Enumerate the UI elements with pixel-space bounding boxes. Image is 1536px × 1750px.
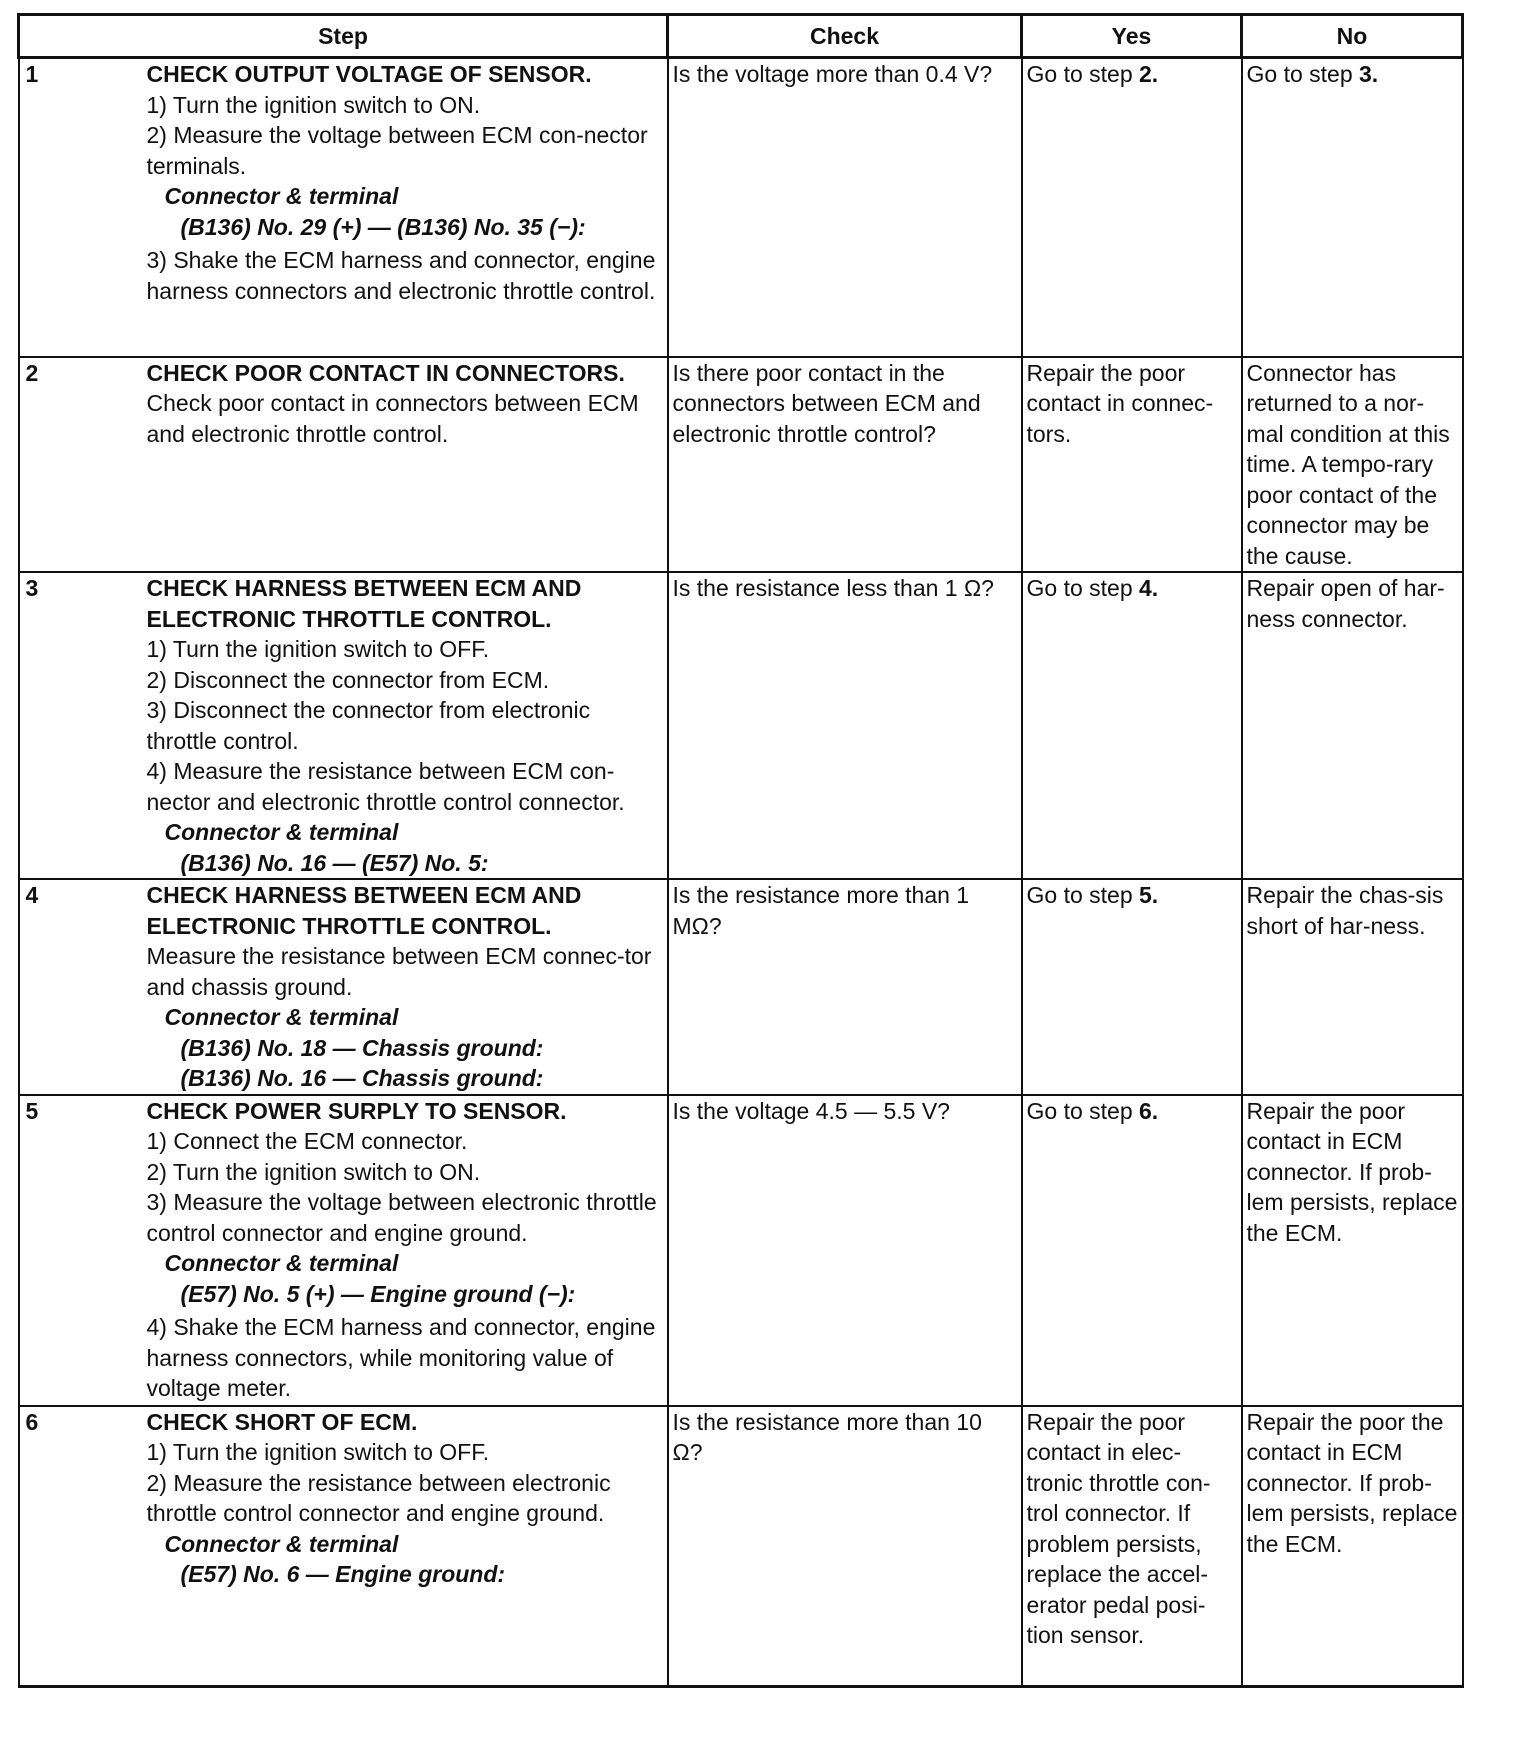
- check-cell: Is the resistance less than 1 Ω?: [668, 572, 1022, 879]
- instruction-line: 2) Measure the voltage between ECM con-nector terminals.: [146, 122, 648, 179]
- no-text: Connector has returned to a nor-mal condition at this time. A tempo-rary poor contact of the connector may be the cause.: [1246, 359, 1450, 569]
- step-title: CHECK OUTPUT VOLTAGE OF SENSOR.: [146, 61, 592, 87]
- instruction-line: 3) Measure the voltage between electronic throttle control connector and engine ground.: [146, 1189, 657, 1246]
- diagnostic-page: [17, 13, 1464, 1688]
- step-cell: [19, 1406, 668, 1687]
- no-text: Repair open of har-ness connector.: [1246, 575, 1445, 632]
- connector-terminal-spec: (B136) No. 16 — (E57) No. 5:: [180, 849, 489, 876]
- connector-terminal-heading: Connector & terminal: [164, 1530, 399, 1557]
- step-instructions: [147, 358, 663, 450]
- yes-text: Repair the poor contact in connec-tors.: [1026, 359, 1214, 447]
- no-cell: [1242, 1406, 1463, 1687]
- check-cell: Is the voltage 4.5 — 5.5 V?: [668, 1095, 1022, 1406]
- no-cell: [1242, 357, 1463, 573]
- instruction-line: 1) Turn the ignition switch to OFF.: [146, 1439, 490, 1465]
- step-cell: [19, 357, 668, 573]
- step-number: 4: [25, 882, 39, 908]
- yes-cell: [1022, 58, 1242, 357]
- connector-terminal-spec: (E57) No. 6 — Engine ground:: [180, 1561, 506, 1587]
- step-cell: [19, 58, 668, 357]
- step-title: CHECK POWER SURPLY TO SENSOR.: [146, 1097, 567, 1124]
- instruction-line: 3) Shake the ECM harness and connector, engine harness connectors and electronic throttle control.: [146, 247, 656, 304]
- connector-terminal-heading: Connector & terminal: [164, 1004, 399, 1030]
- yes-text: Go to step: [1026, 575, 1140, 601]
- check-cell: Is the resistance more than 1 MΩ?: [668, 879, 1022, 1095]
- table-row: [19, 572, 1463, 879]
- yes-cell: [1022, 879, 1242, 1095]
- instruction-line: Measure the resistance between ECM connec-tor and chassis ground.: [146, 943, 652, 1000]
- yes-step-ref: 6.: [1139, 1097, 1159, 1124]
- yes-step-ref: 5.: [1139, 882, 1159, 908]
- diagnostic-table-body: [19, 58, 1463, 1687]
- header-step: Step: [19, 15, 668, 58]
- no-text: Go to step: [1246, 61, 1360, 87]
- instruction-line: 2) Disconnect the connector from ECM.: [146, 666, 550, 693]
- yes-cell: [1022, 1095, 1242, 1406]
- yes-text: Go to step: [1026, 1097, 1140, 1124]
- connector-terminal-heading: Connector & terminal: [164, 1250, 399, 1276]
- step-cell: [19, 572, 668, 879]
- step-number: 5: [25, 1097, 39, 1124]
- yes-text: Go to step: [1026, 61, 1140, 87]
- connector-terminal-spec: (B136) No. 18 — Chassis ground:: [180, 1034, 544, 1061]
- no-step-ref: 3.: [1359, 61, 1379, 87]
- no-cell: [1242, 58, 1463, 357]
- step-instructions: [147, 1096, 663, 1404]
- table-row: [19, 1095, 1463, 1406]
- connector-terminal-heading: Connector & terminal: [164, 183, 399, 209]
- connector-terminal-spec: (B136) No. 29 (+) — (B136) No. 35 (−):: [180, 213, 586, 240]
- step-instructions: [147, 59, 663, 306]
- no-cell: [1242, 572, 1463, 879]
- no-text: Repair the chas-sis short of har-ness.: [1246, 882, 1444, 939]
- table-row: [19, 1406, 1463, 1687]
- step-number: 6: [25, 1408, 39, 1435]
- table-row: [19, 879, 1463, 1095]
- instruction-line: 2) Turn the ignition switch to ON.: [146, 1158, 481, 1185]
- connector-terminal-spec: (B136) No. 16 — Chassis ground:: [180, 1065, 544, 1091]
- no-cell: [1242, 1095, 1463, 1406]
- step-number: 2: [25, 359, 39, 386]
- yes-cell: [1022, 572, 1242, 879]
- header-check: Check: [668, 15, 1022, 58]
- header-row: [19, 15, 1463, 58]
- yes-text: Go to step: [1026, 882, 1140, 908]
- instruction-line: 2) Measure the resistance between electronic throttle control connector and engine ground.: [146, 1469, 611, 1526]
- instruction-line: Check poor contact in connectors between ECM and electronic throttle control.: [146, 390, 639, 447]
- step-title: CHECK SHORT OF ECM.: [146, 1408, 418, 1435]
- no-cell: [1242, 879, 1463, 1095]
- connector-terminal-heading: Connector & terminal: [164, 819, 399, 845]
- step-title: CHECK POOR CONTACT IN CONNECTORS.: [146, 359, 625, 386]
- step-instructions: [147, 573, 663, 878]
- no-text: Repair the poor contact in ECM connector. If prob-lem persists, replace the ECM.: [1246, 1097, 1458, 1246]
- step-number: 3: [25, 575, 39, 601]
- instruction-line: 4) Measure the resistance between ECM con-nector and electronic throttle control connector.: [146, 758, 625, 815]
- yes-step-ref: 4.: [1139, 575, 1159, 601]
- step-instructions: [147, 1407, 663, 1590]
- table-row: [19, 58, 1463, 357]
- instruction-line: 4) Shake the ECM harness and connector, engine harness connectors, while monitoring value of voltage meter.: [146, 1314, 656, 1401]
- step-cell: [19, 879, 668, 1095]
- check-cell: Is the voltage more than 0.4 V?: [668, 58, 1022, 357]
- yes-cell: [1022, 1406, 1242, 1687]
- step-number: 1: [25, 61, 39, 87]
- step-instructions: [147, 880, 663, 1094]
- yes-step-ref: 2.: [1139, 61, 1159, 87]
- diagnostic-table: [17, 13, 1464, 1688]
- yes-text: Repair the poor contact in elec-tronic throttle con-trol connector. If problem persists, replace the accel-erator pedal posi-tion sensor.: [1026, 1408, 1211, 1648]
- instruction-line: 1) Turn the ignition switch to OFF.: [146, 636, 490, 662]
- check-cell: Is there poor contact in the connectors between ECM and electronic throttle control?: [668, 357, 1022, 573]
- instruction-line: 3) Disconnect the connector from electronic throttle control.: [146, 697, 591, 754]
- instruction-line: 1) Turn the ignition switch to ON.: [146, 91, 481, 118]
- no-text: Repair the poor the contact in ECM connector. If prob-lem persists, replace the ECM.: [1246, 1408, 1458, 1557]
- connector-terminal-spec: (E57) No. 5 (+) — Engine ground (−):: [180, 1280, 576, 1307]
- step-title: CHECK HARNESS BETWEEN ECM AND ELECTRONIC THROTTLE CONTROL.: [146, 575, 582, 632]
- step-cell: [19, 1095, 668, 1406]
- header-no: No: [1242, 15, 1463, 58]
- check-cell: Is the resistance more than 10 Ω?: [668, 1406, 1022, 1687]
- header-yes: Yes: [1022, 15, 1242, 58]
- table-row: [19, 357, 1463, 573]
- yes-cell: [1022, 357, 1242, 573]
- instruction-line: 1) Connect the ECM connector.: [146, 1128, 468, 1154]
- step-title: CHECK HARNESS BETWEEN ECM AND ELECTRONIC THROTTLE CONTROL.: [146, 882, 582, 939]
